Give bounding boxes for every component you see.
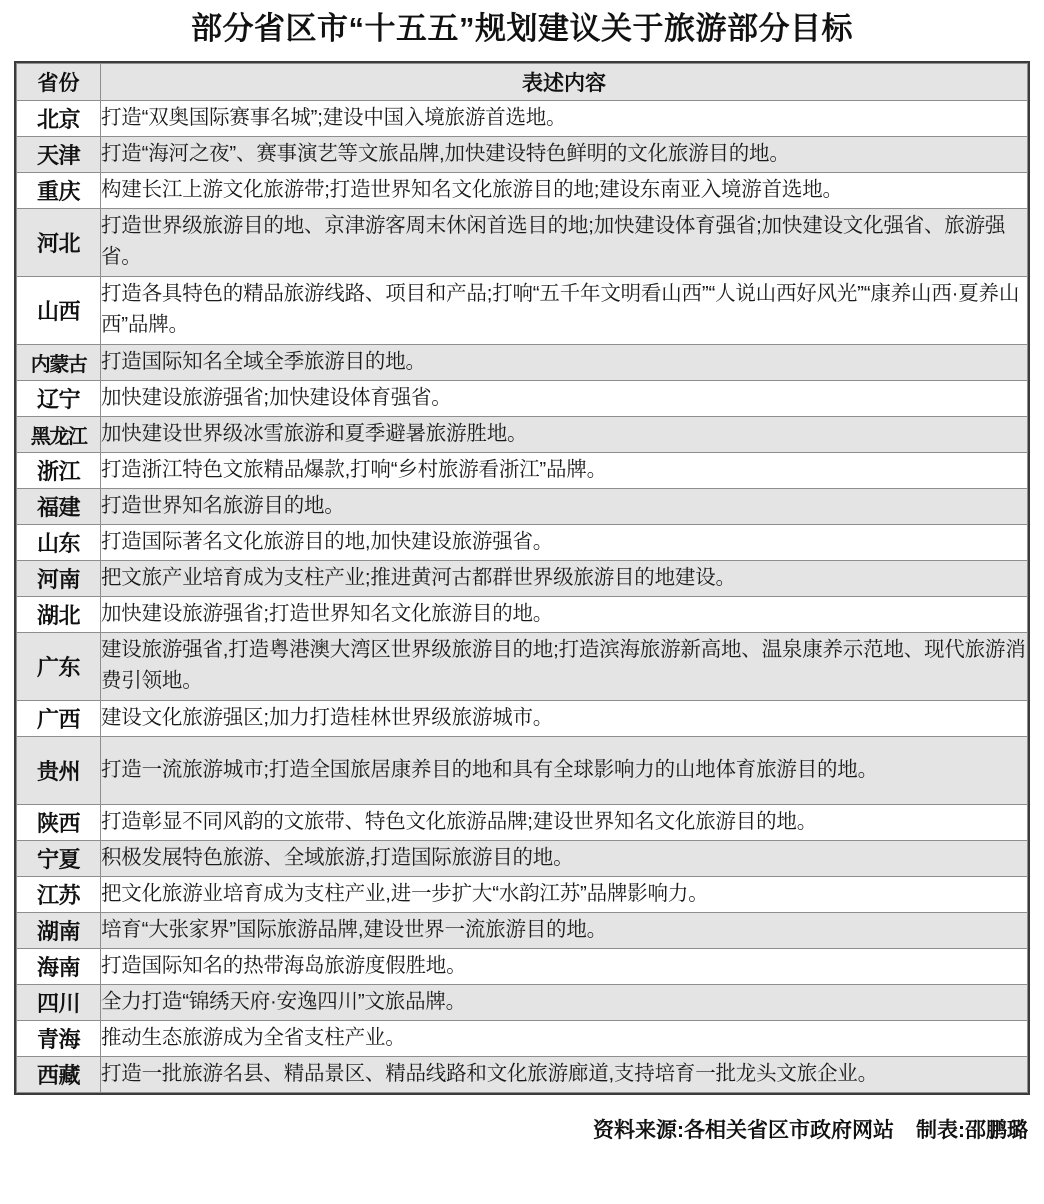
province-cell: 重庆 bbox=[17, 172, 101, 208]
content-cell: 打造国际著名文化旅游目的地,加快建设旅游强省。 bbox=[101, 524, 1028, 560]
province-cell: 内蒙古 bbox=[17, 344, 101, 380]
table-row bbox=[17, 488, 1028, 524]
content-cell: 打造世界级旅游目的地、京津游客周末休闲首选目的地;加快建设体育强省;加快建设文化强省、旅游强省。 bbox=[101, 208, 1028, 276]
table-row bbox=[17, 172, 1028, 208]
province-cell: 四川 bbox=[17, 984, 101, 1020]
province-cell: 湖南 bbox=[17, 912, 101, 948]
table-row bbox=[17, 948, 1028, 984]
content-cell: 构建长江上游文化旅游带;打造世界知名文化旅游目的地;建设东南亚入境游首选地。 bbox=[101, 172, 1028, 208]
footer-source: 资料来源:各相关省区市政府网站 bbox=[593, 1118, 894, 1142]
goals-table bbox=[16, 63, 1028, 1093]
province-cell: 西藏 bbox=[17, 1056, 101, 1092]
table-row bbox=[17, 276, 1028, 344]
province-cell: 天津 bbox=[17, 136, 101, 172]
content-cell: 加快建设旅游强省;加快建设体育强省。 bbox=[101, 380, 1028, 416]
province-cell: 贵州 bbox=[17, 736, 101, 804]
table-row bbox=[17, 136, 1028, 172]
province-cell: 河北 bbox=[17, 208, 101, 276]
province-cell: 黑龙江 bbox=[17, 416, 101, 452]
table-row bbox=[17, 524, 1028, 560]
table-body bbox=[17, 63, 1028, 1092]
table-row bbox=[17, 736, 1028, 804]
content-cell: 打造浙江特色文旅精品爆款,打响“乡村旅游看浙江”品牌。 bbox=[101, 452, 1028, 488]
content-cell: 加快建设世界级冰雪旅游和夏季避暑旅游胜地。 bbox=[101, 416, 1028, 452]
province-cell: 山西 bbox=[17, 276, 101, 344]
content-cell: 打造彰显不同风韵的文旅带、特色文化旅游品牌;建设世界知名文化旅游目的地。 bbox=[101, 804, 1028, 840]
province-cell: 海南 bbox=[17, 948, 101, 984]
column-header-content: 表述内容 bbox=[101, 63, 1028, 100]
page-title: 部分省区市“十五五”规划建议关于旅游部分目标 bbox=[191, 11, 853, 46]
province-cell: 湖北 bbox=[17, 596, 101, 632]
province-cell: 江苏 bbox=[17, 876, 101, 912]
province-cell: 山东 bbox=[17, 524, 101, 560]
table-header-row bbox=[17, 63, 1028, 100]
table-row bbox=[17, 876, 1028, 912]
content-cell: 打造“海河之夜”、赛事演艺等文旅品牌,加快建设特色鲜明的文化旅游目的地。 bbox=[101, 136, 1028, 172]
column-header-province: 省份 bbox=[17, 63, 101, 100]
content-cell: 把文化旅游业培育成为支柱产业,进一步扩大“水韵江苏”品牌影响力。 bbox=[101, 876, 1028, 912]
content-cell: 建设旅游强省,打造粤港澳大湾区世界级旅游目的地;打造滨海旅游新高地、温泉康养示范地、现代旅游消费引领地。 bbox=[101, 632, 1028, 700]
province-cell: 广西 bbox=[17, 700, 101, 736]
content-cell: 打造一流旅游城市;打造全国旅居康养目的地和具有全球影响力的山地体育旅游目的地。 bbox=[101, 736, 1028, 804]
province-cell: 北京 bbox=[17, 100, 101, 136]
table-row bbox=[17, 1056, 1028, 1092]
table-row bbox=[17, 380, 1028, 416]
table-row bbox=[17, 700, 1028, 736]
table-row bbox=[17, 208, 1028, 276]
province-cell: 福建 bbox=[17, 488, 101, 524]
content-cell: 打造国际知名的热带海岛旅游度假胜地。 bbox=[101, 948, 1028, 984]
table-row bbox=[17, 100, 1028, 136]
province-cell: 辽宁 bbox=[17, 380, 101, 416]
content-cell: 建设文化旅游强区;加力打造桂林世界级旅游城市。 bbox=[101, 700, 1028, 736]
table-row bbox=[17, 344, 1028, 380]
content-cell: 打造“双奥国际赛事名城”;建设中国入境旅游首选地。 bbox=[101, 100, 1028, 136]
province-cell: 宁夏 bbox=[17, 840, 101, 876]
footer-credit: 制表:邵鹏璐 bbox=[916, 1118, 1028, 1142]
table-row bbox=[17, 840, 1028, 876]
province-cell: 广东 bbox=[17, 632, 101, 700]
content-cell: 打造一批旅游名县、精品景区、精品线路和文化旅游廊道,支持培育一批龙头文旅企业。 bbox=[101, 1056, 1028, 1092]
content-cell: 加快建设旅游强省;打造世界知名文化旅游目的地。 bbox=[101, 596, 1028, 632]
table-row bbox=[17, 984, 1028, 1020]
table-row bbox=[17, 596, 1028, 632]
province-cell: 浙江 bbox=[17, 452, 101, 488]
content-cell: 打造世界知名旅游目的地。 bbox=[101, 488, 1028, 524]
content-cell: 全力打造“锦绣天府·安逸四川”文旅品牌。 bbox=[101, 984, 1028, 1020]
content-cell: 把文旅产业培育成为支柱产业;推进黄河古都群世界级旅游目的地建设。 bbox=[101, 560, 1028, 596]
table-row bbox=[17, 632, 1028, 700]
province-cell: 河南 bbox=[17, 560, 101, 596]
table-row bbox=[17, 1020, 1028, 1056]
table-row bbox=[17, 452, 1028, 488]
table-row bbox=[17, 560, 1028, 596]
content-cell: 推动生态旅游成为全省支柱产业。 bbox=[101, 1020, 1028, 1056]
province-cell: 青海 bbox=[17, 1020, 101, 1056]
table-row bbox=[17, 912, 1028, 948]
content-cell: 打造国际知名全域全季旅游目的地。 bbox=[101, 344, 1028, 380]
province-cell: 陕西 bbox=[17, 804, 101, 840]
footer-attribution bbox=[0, 1095, 1044, 1144]
table-container bbox=[14, 61, 1030, 1095]
content-cell: 培育“大张家界”国际旅游品牌,建设世界一流旅游目的地。 bbox=[101, 912, 1028, 948]
content-cell: 积极发展特色旅游、全域旅游,打造国际旅游目的地。 bbox=[101, 840, 1028, 876]
content-cell: 打造各具特色的精品旅游线路、项目和产品;打响“五千年文明看山西”“人说山西好风光”“康养山西·夏养山西”品牌。 bbox=[101, 276, 1028, 344]
table-row bbox=[17, 416, 1028, 452]
table-row bbox=[17, 804, 1028, 840]
